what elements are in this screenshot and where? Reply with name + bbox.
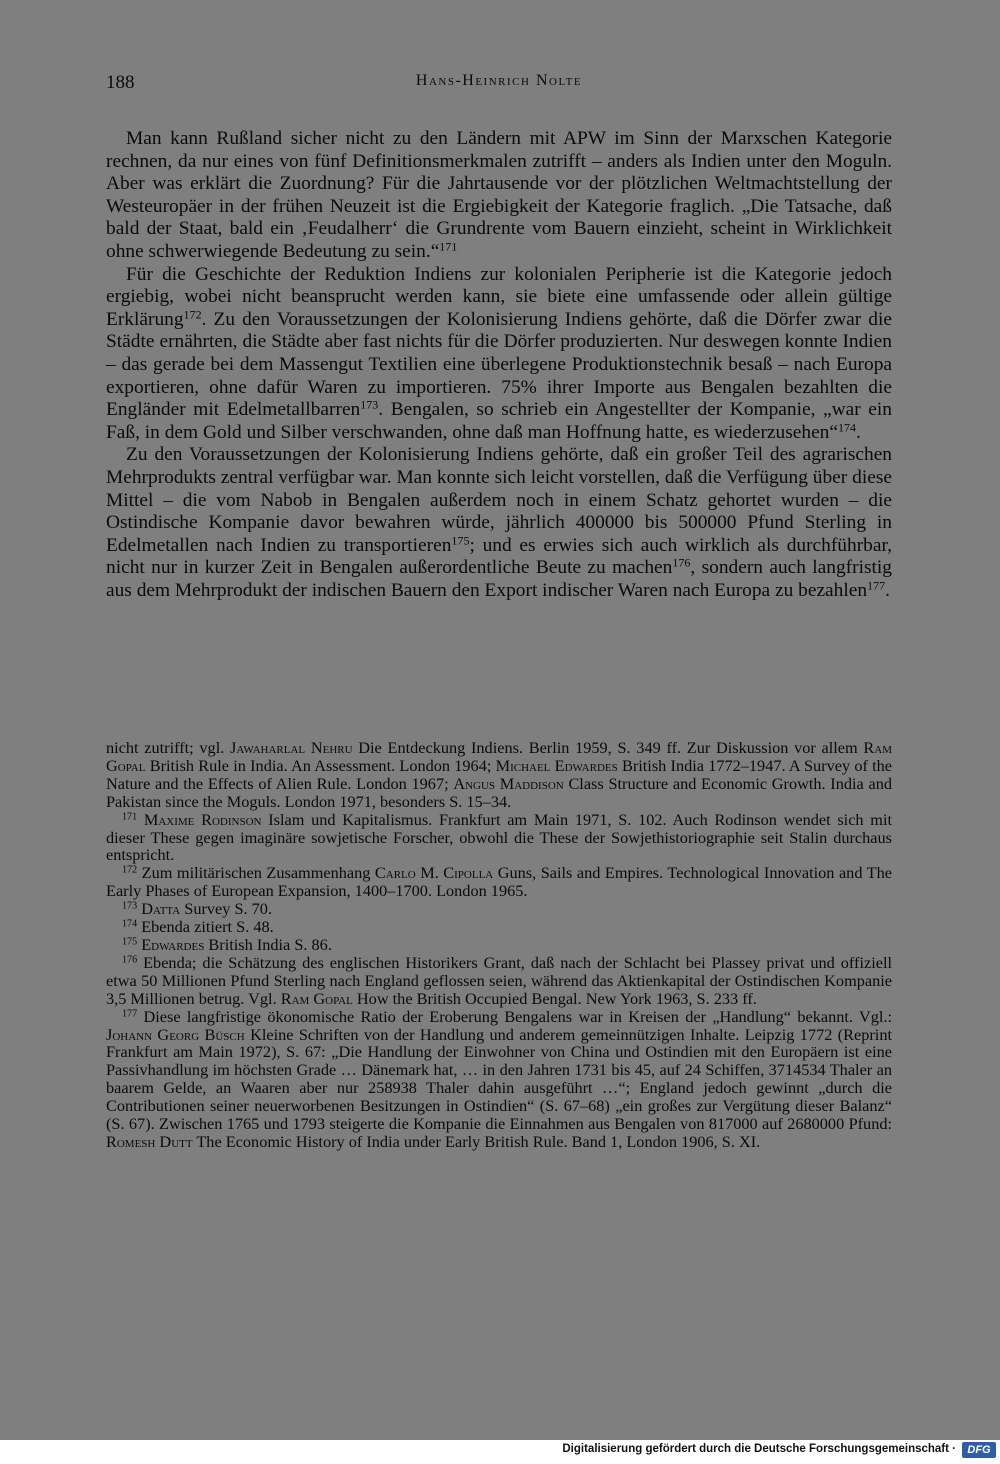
footnote-174: $^{174}$ Ebenda zitiert S. 48. <box>122 917 274 937</box>
footnote-171: $^{171}$ Maxime Rodinson Islam und Kapitalismus. Frankfurt am Main 1971, S. 102. Auch Rodinson wendet sich mit dieser These gegen imaginäre sowjetische Forscher, obwohl die These der Sowjethistoriographie seit Stalin durchaus entspricht. <box>106 809 892 865</box>
paragraph-3: Zu den Voraussetzungen der Kolonisierung Indiens gehörte, daß ein großer Teil des agrarischen Mehrprodukts zentral verfügbar war. Man konnte sich leicht vorstellen, daß die Verfügung über diese Mittel – die vom Nabob in Bengalen außerdem noch in einem Schatz gehortet wurden – die Ostindische Kompanie davor bewahren würde, jährlich 400000 bis 500000 Pfund Sterling in Edelmetallen nach Indien zu transportieren$^{175}$; und es erwies sich auch wirklich als durchführbar, nicht nur in kurzer Zeit in Bengalen außerordentliche Beute zu machen$^{176}$, sondern auch langfristig aus dem Mehrprodukt der indischen Bauern den Export indischer Waren nach Europa zu bezahlen$^{177}$. <box>106 444 893 601</box>
footnote-ref: 177 <box>867 578 886 593</box>
digitization-credit: Digitalisierung gefördert durch die Deutsche Forschungsgemeinschaft · <box>562 1443 956 1455</box>
page-number: 188 <box>106 72 135 93</box>
digitization-footer <box>0 1440 1000 1464</box>
paragraph-2: Für die Geschichte der Reduktion Indiens zur kolonialen Peripherie ist die Kategorie jedoch ergiebig, wobei nicht beansprucht werden kann, sie biete eine umfassende oder allein gültige Erklärung$^{172}$. Zu den Voraussetzungen der Kolonisierung Indiens gehörte, daß die Dörfer zwar die Städte ernährten, die Städte aber fast nichts für die Dörfer produzierten. Nur deswegen konnte Indien – das gerade bei dem Massengut Textilien eine überlegene Produktionstechnik besaß – nach Europa exportieren, ohne dafür Waren zu importieren. 75% ihrer Importe aus Bengalen bezahlten die Engländer mit Edelmetallbarren$^{173}$. Bengalen, so schrieb ein Angestellter der Kompanie, „war ein Faß, in dem Gold und Silber verschwanden, ohne daß man Hoffnung hatte, es wiederzusehen“$^{174}$. <box>106 263 892 443</box>
footnote-ref: 173 <box>360 397 379 412</box>
paragraph-1: Man kann Rußland sicher nicht zu den Ländern mit APW im Sinn der Marxschen Kategorie rechnen, da nur eines von fünf Definitionsmerkmalen zutrifft – anders als Indien unter den Moguln. Aber was erklärt die Zuordnung? Für die Jahrtausende vor der plötzlichen Weltmachtstellung der Westeuropäer in der frühen Neuzeit ist die Ergiebigkeit der Kategorie fraglich. „Die Tatsache, daß bald der Staat, bald ein ‚Feudalherr‘ die Grundrente vom Bauern einzieht, scheint in Wirklichkeit ohne schwerwiegende Bedeutung zu sein.“$^{171}$ <box>106 128 892 262</box>
footnote-ref: 171 <box>439 239 458 254</box>
footnote-177: $^{177}$ Diese langfristige ökonomische Ratio der Eroberung Bengalens war in Kreisen der „Handlung“ bekannt. Vgl.: Johann Georg Büsch Kleine Schriften von der Handlung und anderem gemeinnützigen Inhalte. Leipzig 1772 (Reprint Frankfurt am Main 1972), S. 67: „Die Handlung der Einwohner von China und Ostindien mit den Europäern ist eine Passivhandlung im höchsten Grade … Dänemark hat, … in den Jahren 1731 bis 45, auf 24 Schiffen, 3714534 Thaler an baarem Gelde, an Waaren aber nur 258938 Thaler dahin ausgeführt …“; England jedoch gewinnt „durch die Contributionen seiner neuerworbenen Besitzungen in Ostindien“ (S. 67–68) „ein großes zur Vergütung dieser Balanz“ (S. 67). Zwischen 1765 und 1793 steigerte die Kompanie die Einnahmen aus Bengalen von 817000 auf 2680000 Pfund: Romesh Dutt The Economic History of India under Early British Rule. Band 1, London 1906, S. XI. <box>106 1006 892 1151</box>
footnote-ref: 175 <box>451 533 470 548</box>
footnote-continuation: nicht zutrifft; vgl. Jawaharlal Nehru Die Entdeckung Indiens. Berlin 1959, S. 349 ff. Zur Diskussion vor allem Ram Gopal British Rule in India. An Assessment. London 1964; Michael Edwardes British India 1772–1947. A Survey of the Nature and the Effects of Alien Rule. London 1967; Angus Maddison Class Structure and Economic Growth. India and Pakistan since the Moguls. London 1971, besonders S. 15–34. <box>106 738 892 811</box>
footnote-ref: 174 <box>837 420 857 435</box>
footnote-173: $^{173}$ Datta Survey S. 70. <box>122 899 273 919</box>
main-text <box>106 128 892 602</box>
footnote-ref: 176 <box>672 555 691 570</box>
footnotes <box>106 739 892 1151</box>
footnote-172: $^{172}$ Zum militärischen Zusammenhang Carlo M. Cipolla Guns, Sails and Empires. Technological Innovation and The Early Phases of European Expansion, 1400–1700. London 1965. <box>106 863 892 901</box>
footnote-ref: 172 <box>183 307 202 322</box>
footnote-176: $^{176}$ Ebenda; die Schätzung des englischen Historikers Grant, daß nach der Schlacht bei Plassey privat und offiziell etwa 50 Millionen Pfund Sterling nach England geflossen seien, während das Aktienkapital der Ostindischen Kompanie 3,5 Millionen betrug. Vgl. Ram Gopal How the British Occupied Bengal. New York 1963, S. 233 ff. <box>106 952 892 1008</box>
dfg-logo: DFG <box>962 1442 996 1458</box>
page-header <box>106 72 892 98</box>
running-head: Hans-Heinrich Nolte <box>415 72 583 89</box>
footnote-175: $^{175}$ Edwardes British India S. 86. <box>122 934 332 954</box>
